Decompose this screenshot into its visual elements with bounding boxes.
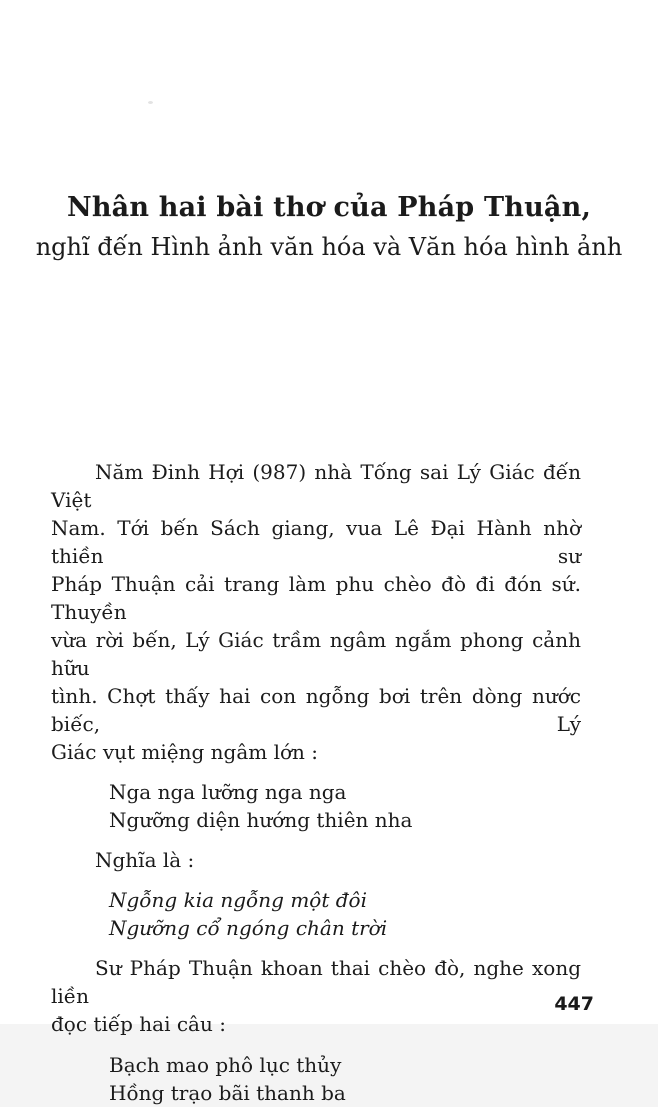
poem-line: Nga nga lưỡng nga nga	[109, 780, 347, 804]
paragraph-line: Pháp Thuận cải trang làm phu chèo đò đi đón sứ. Thuyền	[51, 572, 581, 624]
paragraph-line: đọc tiếp hai câu :	[51, 1012, 226, 1036]
poem-line: Hồng trạo bãi thanh ba	[109, 1081, 346, 1105]
scan-speck	[148, 101, 153, 104]
poem-chinese-1	[51, 778, 581, 834]
page-body	[51, 458, 581, 1107]
paragraph-line: Nam. Tới bến Sách giang, vua Lê Đại Hành nhờ thiền sư	[51, 516, 581, 568]
paragraph-line: tình. Chợt thấy hai con ngỗng bơi trên dòng nước biếc, Lý	[51, 684, 581, 736]
poem-line: Bạch mao phô lục thủy	[109, 1053, 342, 1077]
paragraph-2	[51, 954, 581, 1038]
paragraph-line: Năm Đinh Hợi (987) nhà Tống sai Lý Giác đến Việt	[51, 460, 581, 512]
paragraph-line: Giác vụt miệng ngâm lớn :	[51, 740, 319, 764]
poem-line: Ngỗng kia ngỗng một đôi	[109, 888, 367, 912]
chapter-title: Nhân hai bài thơ của Pháp Thuận,	[66, 192, 592, 223]
paragraph-line: Sư Pháp Thuận khoan thai chèo đò, nghe xong liền	[51, 956, 581, 1008]
chapter-header	[0, 191, 658, 263]
meaning-label: Nghĩa là :	[95, 848, 195, 872]
poem-line: Ngưỡng diện hướng thiên nha	[109, 808, 413, 832]
page-number: 447	[554, 993, 594, 1015]
poem-translation	[51, 886, 581, 942]
poem-chinese-2	[51, 1051, 581, 1107]
chapter-subtitle: nghĩ đến Hình ảnh văn hóa và Văn hóa hình ảnh	[35, 233, 623, 261]
paragraph-line: vừa rời bến, Lý Giác trầm ngâm ngắm phong cảnh hữu	[51, 628, 581, 680]
paragraph-1	[51, 458, 581, 766]
poem-line: Ngưỡng cổ ngóng chân trời	[109, 916, 388, 940]
